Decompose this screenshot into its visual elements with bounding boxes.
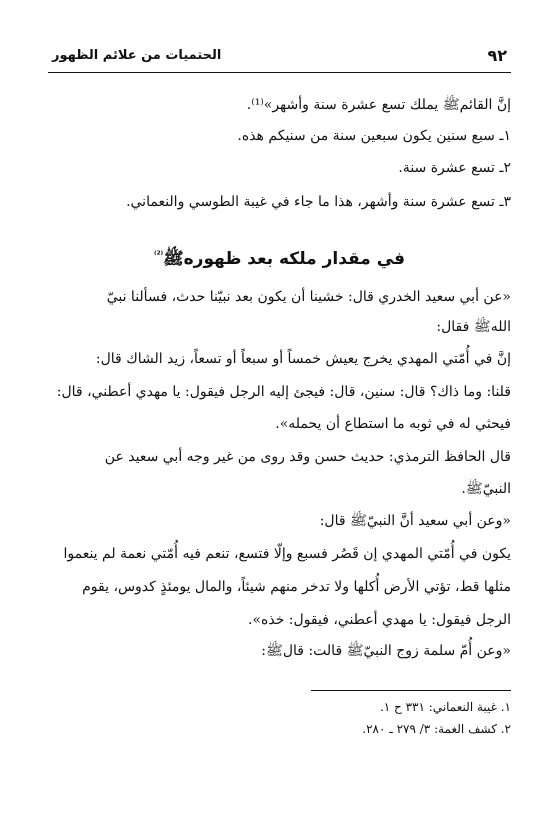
- page-header: [48, 44, 511, 73]
- footnote: ١. غيبة النعماني: ٣٣١ ح ١.: [379, 700, 511, 714]
- list-item: ١ـ سبع سنين يكون سبعين سنة من سنيكم هذه.: [237, 128, 511, 144]
- paragraph-line: «عن أبي سعيد الخدري قال: خشينا أن يكون بعد نبيّنا حدث، فسألنا نبيّ: [106, 289, 511, 305]
- list-item: ٣ـ تسع عشرة سنة وأشهر، هذا ما جاء في غيبة الطوسي والنعماني.: [126, 194, 511, 210]
- paragraph-line: فيحثي له في ثوبه ما استطاع أن يحمله».: [275, 416, 511, 432]
- footnote-divider: [311, 690, 511, 691]
- footnote: ٢. كشف الغمة: ٣/ ٢٧٩ ـ ٢٨٠.: [362, 722, 511, 736]
- paragraph-line: الرجل فيقول: يا مهدي أعطني، فيقول: خذه».: [248, 612, 511, 628]
- paragraph-line: «وعن أُمّ سلمة زوج النبيّﷺ قالت: قالﷺ:: [261, 643, 511, 659]
- paragraph-line: قال الحافظ الترمذي: حديث حسن وقد روى من غير وجه أبي سعيد عن: [104, 449, 511, 465]
- page-number: ٩٢: [487, 46, 507, 65]
- paragraph-line: «وعن أبي سعيد أنَّ النبيّﷺ قال:: [319, 513, 511, 529]
- body-line: إنَّ القائمﷺ يملك تسع عشرة سنة وأشهر»⁽¹⁾.: [246, 97, 511, 113]
- running-title: الحتميات من علائم الظهور: [52, 48, 222, 63]
- paragraph-line: قلنا: وما ذاك؟ قال: سنين، قال: فيجئ إليه الرجل فيقول: يا مهدي أعطني، قال:: [56, 384, 511, 400]
- section-heading-text: في مقدار ملكه بعد ظهورهﷺ: [163, 249, 406, 269]
- paragraph-line: إنَّ في أُمّتي المهدي يخرج يعيش خمساً أو سبعاً أو تسعاً، زيد الشاك قال:: [95, 351, 511, 367]
- footnote-mark: ⁽²⁾: [153, 250, 164, 261]
- paragraph-line: النبيّﷺ.: [461, 481, 511, 497]
- paragraph-line: مثلها قط، تؤتي الأرض أُكلها ولا تدخر منهم شيئاً، والمال يومئذٍ كدوس، يقوم: [82, 579, 511, 595]
- paragraph-line: اللهﷺ فقال:: [436, 319, 511, 335]
- list-item: ٢ـ تسع عشرة سنة.: [398, 160, 511, 176]
- paragraph-line: يكون في أُمّتي المهدي إن قَصُر فسبع وإلّا فتسع، تنعم فيه أُمّتي نعمة لم ينعموا: [63, 546, 511, 562]
- section-heading: [0, 248, 559, 273]
